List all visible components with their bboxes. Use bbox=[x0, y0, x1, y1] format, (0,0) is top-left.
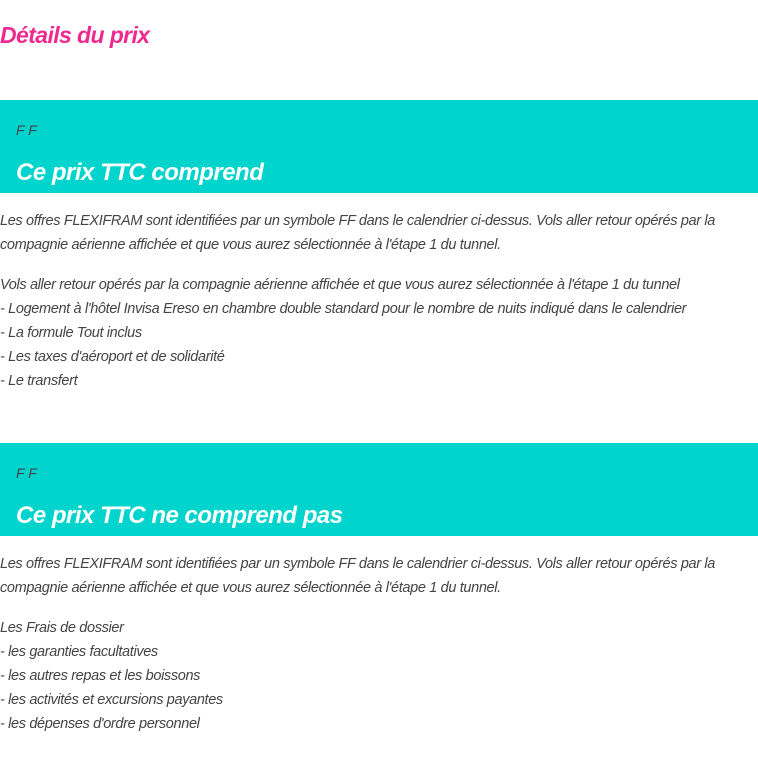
page-title: Détails du prix bbox=[0, 22, 150, 48]
section-title-included: Ce prix TTC comprend bbox=[16, 159, 264, 186]
list-item: - les activités et excursions payantes bbox=[0, 692, 223, 708]
section-title-not-included: Ce prix TTC ne comprend pas bbox=[16, 502, 343, 529]
list-item: - Le transfert bbox=[0, 373, 78, 389]
flexifram-ff-symbol: F F bbox=[16, 465, 37, 481]
flexifram-intro-not-included: Les offres FLEXIFRAM sont identifiées par un symbole FF dans le calendrier ci-dessus. Vols aller retour opérés par la compagnie aérienne affichée et que vous aurez sélectionnée à l'étape 1 du tunnel. bbox=[0, 556, 716, 596]
section-header-not-included bbox=[0, 443, 758, 536]
section-header-included bbox=[0, 100, 758, 193]
list-item: - les garanties facultatives bbox=[0, 644, 158, 660]
list-item: Les Frais de dossier bbox=[0, 620, 124, 636]
list-item: Vols aller retour opérés par la compagnie aérienne affichée et que vous aurez sélectionnée à l'étape 1 du tunnel bbox=[0, 277, 680, 293]
list-item: - La formule Tout inclus bbox=[0, 325, 142, 341]
list-item: - Logement à l'hôtel Invisa Ereso en chambre double standard pour le nombre de nuits indiqué dans le calendrier bbox=[0, 301, 687, 317]
list-item: - les autres repas et les boissons bbox=[0, 668, 201, 684]
included-list bbox=[0, 273, 744, 393]
flexifram-ff-symbol: F F bbox=[16, 122, 37, 138]
list-item: - les dépenses d'ordre personnel bbox=[0, 716, 200, 732]
list-item: - Les taxes d'aéroport et de solidarité bbox=[0, 349, 225, 365]
flexifram-intro-included: Les offres FLEXIFRAM sont identifiées par un symbole FF dans le calendrier ci-dessus. Vols aller retour opérés par la compagnie aérienne affichée et que vous aurez sélectionnée à l'étape 1 du tunnel. bbox=[0, 213, 716, 253]
not-included-list bbox=[0, 616, 744, 736]
